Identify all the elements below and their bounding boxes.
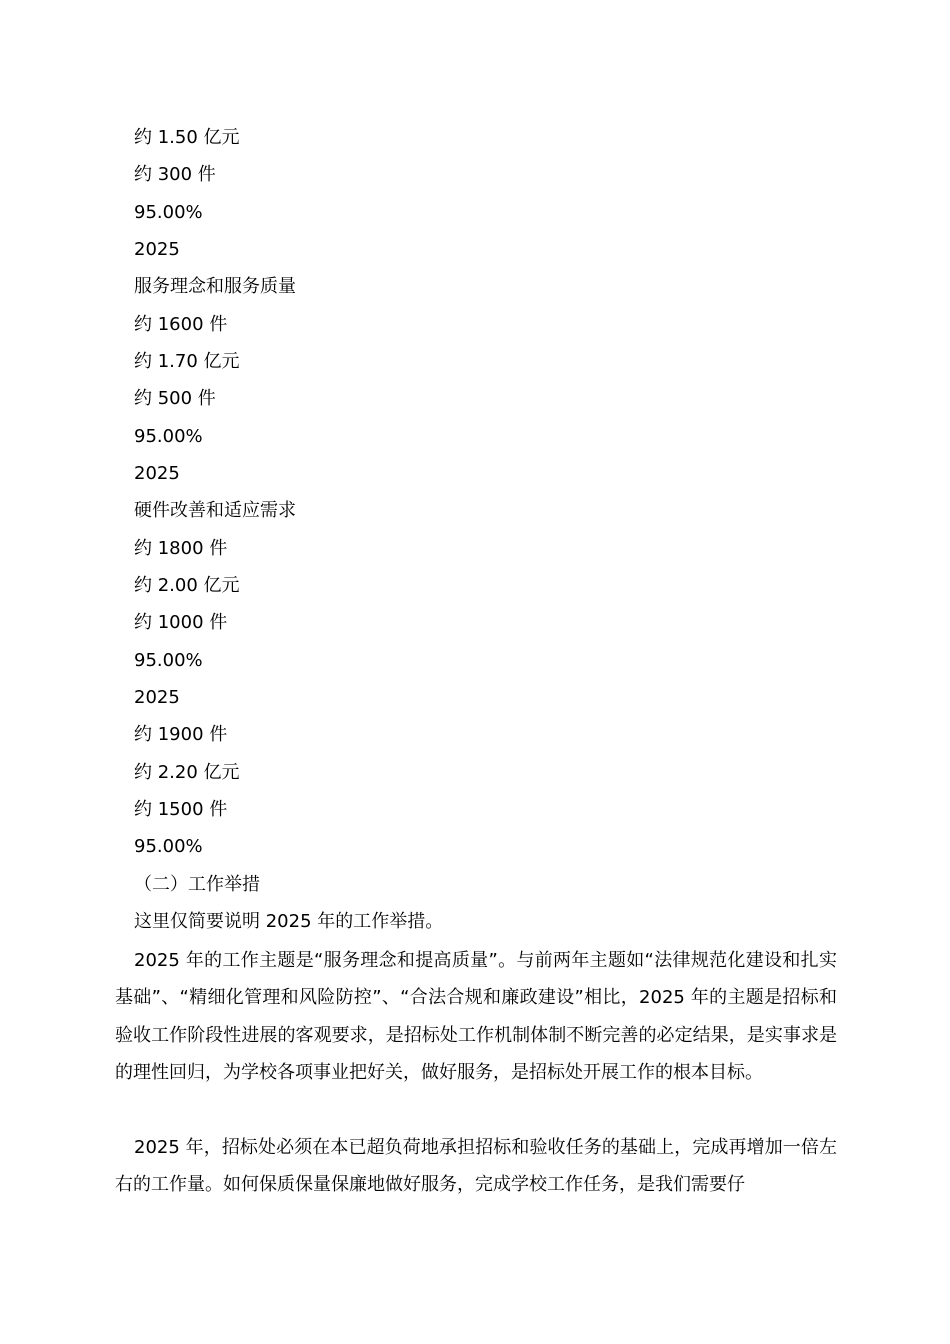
text-line: 约 300 件 [134,164,216,185]
text-line: 约 1500 件 [134,799,228,820]
text-line: 约 1800 件 [134,538,228,559]
text-line: 95.00% [134,836,203,857]
text-line: 约 500 件 [134,388,216,409]
text-line: 2025 [134,239,180,260]
text-line: 约 1000 件 [134,612,228,633]
text-line: 约 2.20 亿元 [134,762,240,783]
text-line: 95.00% [134,202,203,223]
text-line: 约 2.00 亿元 [134,575,240,596]
body-paragraph: 2025 年的工作主题是“服务理念和提高质量”。与前两年主题如“法律规范化建设和扎实基础”、“精细化管理和风险防控”、“合法合规和廉政建设”相比，2025 年的主题是招标和验收工作阶段性进展的客观要求，是招标处工作机制体制不断完善的必定结果，是实事求是的理性回归，为学校各项事业把好关，做好服务，是招标处开展工作的根本目标。 [115,950,837,1084]
text-line: 约 1.50 亿元 [134,127,240,148]
text-line: 约 1.70 亿元 [134,351,240,372]
text-line: 硬件改善和适应需求 [134,500,296,521]
text-line: 2025 [134,687,180,708]
text-line: 2025 [134,463,180,484]
text-line: 95.00% [134,426,203,447]
intro-text: 这里仅简要说明 2025 年的工作举措。 [134,911,444,932]
text-line: 约 1900 件 [134,724,228,745]
text-line: 服务理念和服务质量 [134,276,296,297]
body-paragraph: 2025 年，招标处必须在本已超负荷地承担招标和验收任务的基础上，完成再增加一倍左右的工作量。如何保质保量保廉地做好服务，完成学校工作任务，是我们需要仔 [115,1137,837,1196]
section-heading: （二）工作举措 [134,874,260,895]
text-line: 约 1600 件 [134,314,228,335]
text-line: 95.00% [134,650,203,671]
